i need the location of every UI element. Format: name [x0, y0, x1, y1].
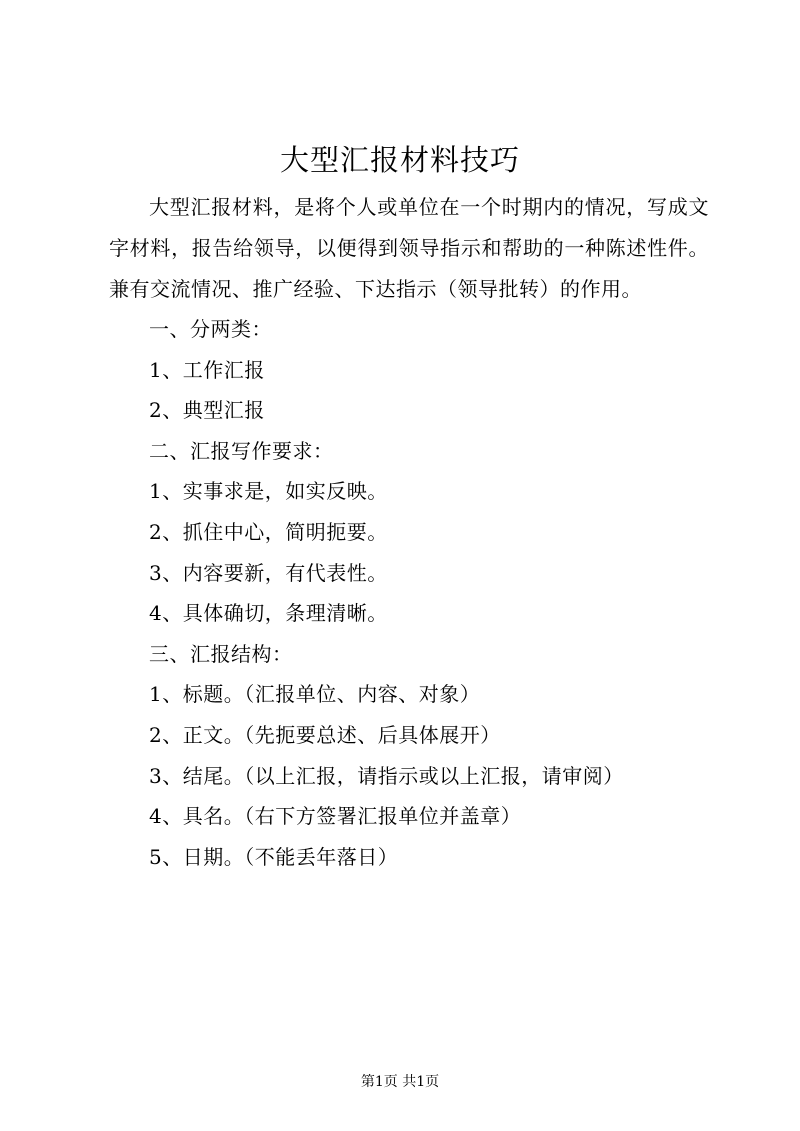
list-item: 3、内容要新，有代表性。: [149, 560, 388, 585]
list-item: 4、具体确切，条理清晰。: [149, 601, 388, 626]
list-item: 2、典型汇报: [149, 398, 265, 423]
list-item: 三、汇报结构：: [149, 641, 293, 666]
list-item: 2、抓住中心，简明扼要。: [149, 519, 388, 544]
list-item: 1、工作汇报: [149, 357, 265, 382]
list-item: 1、标题。（汇报单位、内容、对象）: [149, 682, 481, 707]
list-item: 1、实事求是，如实反映。: [149, 479, 388, 504]
content-list: [149, 309, 709, 877]
list-item: 5、日期。（不能丢年落日）: [149, 844, 399, 869]
list-item: 2、正文。（先扼要总述、后具体展开）: [149, 722, 501, 747]
document-title: 大型汇报材料技巧: [279, 143, 520, 177]
list-item: 二、汇报写作要求：: [149, 438, 334, 463]
page-footer: 第1页 共1页: [360, 1074, 440, 1090]
list-item: 3、结尾。（以上汇报，请指示或以上汇报，请审阅）: [149, 763, 624, 788]
intro-paragraph: 大型汇报材料，是将个人或单位在一个时期内的情况，写成文字材料，报告给领导，以便得到领导指示和帮助的一种陈述性件。兼有交流情况、推广经验、下达指示（领导批转）的作用。: [109, 195, 709, 301]
list-item: 4、具名。（右下方签署汇报单位并盖章）: [149, 804, 522, 829]
list-item: 一、分两类：: [149, 317, 272, 341]
